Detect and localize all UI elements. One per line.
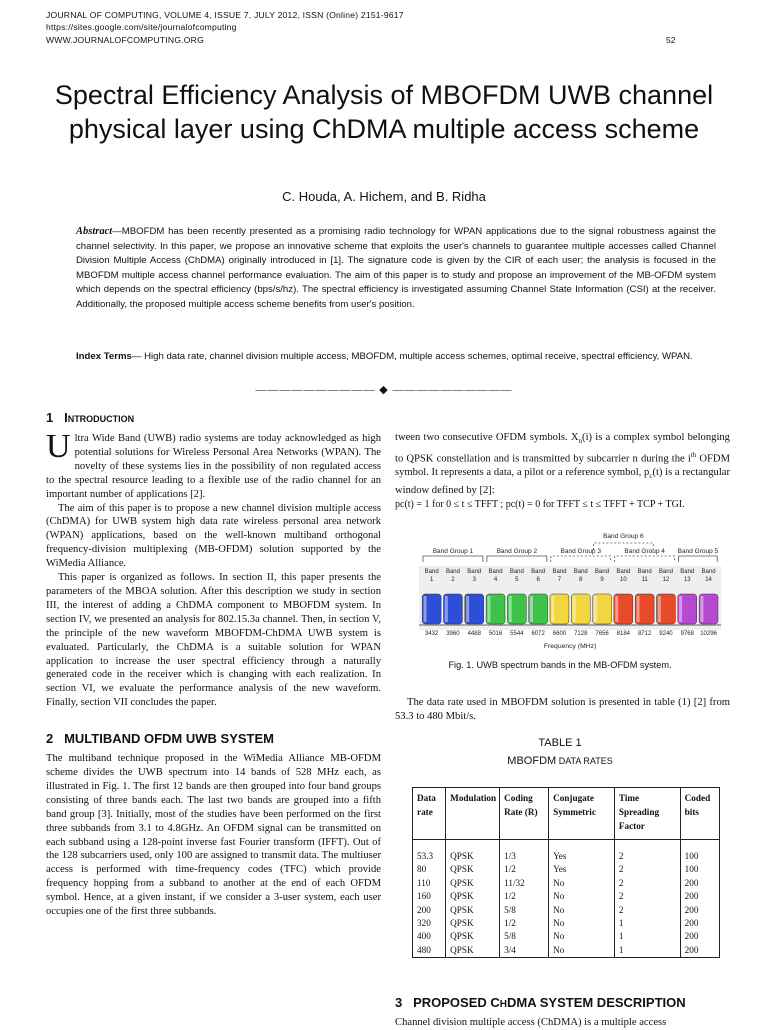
journal-site: WWW.JOURNALOFCOMPUTING.ORG xyxy=(46,35,204,45)
table-cell: 110 xyxy=(413,877,446,890)
rc-sup-th: th xyxy=(690,451,697,460)
frequency-tick-label: 6072 xyxy=(531,631,545,637)
rc-sub-c: c xyxy=(649,472,653,481)
section-divider: —————————— ◆ —————————— xyxy=(255,384,513,396)
table-cell: No xyxy=(549,904,615,917)
band-label: Band xyxy=(701,569,716,575)
table-spacer-cell xyxy=(413,840,446,851)
band-number: 5 xyxy=(515,577,519,583)
table-1-title-main: MBOFDM xyxy=(507,755,557,767)
table-header-cell: Conjugate Symmetric xyxy=(549,788,615,840)
table-cell: 2 xyxy=(614,863,680,876)
section2-paragraph-1: The multiband technique proposed in the WiMedia Alliance MB-OFDM scheme divides the UWB spectrum into 14 bands of 528 MHz each, as illustrated in Fig. 1. The first 12 bands are then grouped into four band groups consisting of three bands each. The last two bands are grouped into a fifth band group [3]. Initially, most of the studies have been performed on the first three subbands from 3.1 to 4.8GHz. An OFDM signal can be transmitted on each subband using a 128-point inverse fast Fourier transform (IFFT). Out of the 128 subcarriers used, only 100 are assigned to transmit data. The multiuser access is performed with time-frequency codes (TFC) which provide frequency hopping from a subband to another at the end of each OFDM symbol. Hence, at a given instant, if we consider a 3-user system, each user occupies one of the first three subbands. xyxy=(46,753,381,918)
band-label: Band xyxy=(552,569,567,575)
authors: C. Houda, A. Hichem, and B. Ridha xyxy=(282,189,486,204)
band-label: Band xyxy=(531,569,546,575)
band-label: Band xyxy=(509,569,524,575)
table-cell: QPSK xyxy=(446,944,500,958)
band-label: Band xyxy=(424,569,439,575)
table-header-cell: Coded bits xyxy=(680,788,719,840)
band-bar-highlight xyxy=(466,596,469,622)
table-header-cell: Time Spreading Factor xyxy=(614,788,680,840)
journal-url: https://sites.google.com/site/journalofcomputing xyxy=(46,22,237,32)
band-number: 10 xyxy=(620,577,627,583)
abstract-text: —MBOFDM has been recently presented as a promising radio technology for WPAN applications due to the signal robustness against the channel selectivity. In this paper, we propose an innovative scheme that exploits the user's channels to guarantee multiple accesses called Channel Division Multiple Access (ChDMA) originally introduced in [1]. The signature code is given by the CIR of each user; the analysis is focused in the MBOFDM multiple access channel performance evaluation. The aim of this paper is to study and propose an improvement of the MB-OFDM system which depends on the spectral efficiency (bps/s/hz). The spectral efficiency is investigated assuming Channel State Information (CSI) at the receiver. Additionally, the proposed multiple access scheme benefits from user's position. xyxy=(76,226,716,310)
band-number: 11 xyxy=(641,577,648,583)
band-number: 3 xyxy=(472,577,476,583)
frequency-tick-label: 4488 xyxy=(467,631,481,637)
table-cell: 200 xyxy=(413,904,446,917)
band-group-label: Band Group 1 xyxy=(432,548,474,555)
section1-paragraph-3: This paper is organized as follows. In section II, this paper presents the parameters of the MBOA solution. After this description we study in section III, the interest of adding a ChDMA component to MBOFDM system. In section IV, we presented an analysis for 802.15.3a channel. Then, in section V, the principle of the new waveform MBOFDM-ChDMA UWB system is evaluated. Particularly, the ChDMA is a suitable solution for WPAN application to increase the user spectral efficiency through a naturally generated code in the receiver which is changing with each realization. In section VI, we evaluate the performance analysis of the new waveform. Finally, section VII concludes the paper. xyxy=(46,572,381,709)
table-cell: 2 xyxy=(614,890,680,903)
table-cell: 2 xyxy=(614,850,680,863)
table-cell: 1/2 xyxy=(500,890,549,903)
band-group-bracket xyxy=(679,556,718,562)
table-cell: 200 xyxy=(680,930,719,943)
band-number: 1 xyxy=(429,577,434,583)
band-group-6-label: Band Group 6 xyxy=(603,533,644,540)
band-label: Band xyxy=(467,569,482,575)
frequency-tick-label: 3960 xyxy=(446,631,460,637)
left-column xyxy=(46,410,381,919)
table-cell: 160 xyxy=(413,890,446,903)
band-number: 6 xyxy=(536,577,540,583)
table-row xyxy=(413,850,720,863)
index-terms-text: — High data rate, channel division multiple access, MBOFDM, multiple access schemes, optimal receive, spectral efficiency, WPAN. xyxy=(131,351,693,362)
frequency-tick-label: 7128 xyxy=(574,631,588,637)
dropcap: U xyxy=(46,428,71,465)
frequency-tick-label: 7656 xyxy=(595,631,609,637)
band-group-bracket xyxy=(615,556,675,562)
band-number: 13 xyxy=(683,577,691,583)
table-cell: QPSK xyxy=(446,850,500,863)
table-cell: QPSK xyxy=(446,930,500,943)
band-label: Band xyxy=(488,569,503,575)
right-column-intro xyxy=(395,431,730,512)
rc-sub-n: n xyxy=(578,437,583,446)
section3-title-b: H xyxy=(499,999,507,1010)
section2-heading xyxy=(46,731,381,746)
table-spacer-cell xyxy=(500,840,549,851)
table-cell: 3/4 xyxy=(500,944,549,958)
section1-p1-text: ltra Wide Band (UWB) radio systems are today acknowledged as high potential solutions for Wireless Personal Area Networks (WPAN). The novelty of these systems lies in the possibility of non regulated access to the spectral resource leading to a flexible use of the radio channel for an important number of applications [2]. xyxy=(46,433,381,500)
rc-text-a: tween two consecutive OFDM symbols. X xyxy=(395,432,579,443)
table-cell: 320 xyxy=(413,917,446,930)
table-cell: 11/32 xyxy=(500,877,549,890)
band-bar-highlight xyxy=(679,596,682,622)
table-spacer-cell xyxy=(549,840,615,851)
band-label: Band xyxy=(445,569,460,575)
table-cell: QPSK xyxy=(446,890,500,903)
table-cell: QPSK xyxy=(446,904,500,917)
band-bar-highlight xyxy=(530,596,533,622)
index-terms xyxy=(76,350,716,364)
section3-title-c: DMA SYSTEM DESCRIPTION xyxy=(507,995,686,1010)
section3-title-a: PROPOSED C xyxy=(413,995,500,1010)
table-cell: 2 xyxy=(614,904,680,917)
frequency-tick-label: 5016 xyxy=(488,631,503,637)
section1-title: Introduction xyxy=(64,410,135,425)
band-group-bracket xyxy=(423,556,483,562)
table-header-row xyxy=(413,788,720,840)
abstract xyxy=(76,225,716,313)
table-row xyxy=(413,877,720,890)
table-cell: 1/2 xyxy=(500,863,549,876)
band-label: Band xyxy=(680,569,695,575)
section1-paragraph-1 xyxy=(46,428,381,502)
frequency-tick-label: 8712 xyxy=(637,631,652,637)
section3-heading xyxy=(395,995,686,1010)
table-cell: 1 xyxy=(614,930,680,943)
band-number: 9 xyxy=(600,577,604,583)
band-label: Band xyxy=(637,569,652,575)
table-cell: QPSK xyxy=(446,917,500,930)
band-bar-highlight xyxy=(615,596,618,622)
table-cell: Yes xyxy=(549,863,615,876)
frequency-tick-label: 10296 xyxy=(700,631,717,637)
table-cell: 1 xyxy=(614,917,680,930)
table-header-cell: Coding Rate (R) xyxy=(500,788,549,840)
frequency-tick-label: 9240 xyxy=(659,631,673,637)
figure-1-caption: Fig. 1. UWB spectrum bands in the MB-OFDM system. xyxy=(448,660,672,670)
table-cell: 1/3 xyxy=(500,850,549,863)
band-bar-highlight xyxy=(700,596,703,622)
band-bar-highlight xyxy=(487,596,490,622)
frequency-tick-label: 6600 xyxy=(552,631,567,637)
rc-text-e: OFDM symbol. It represents a data, a pilot or a reference symbol, p xyxy=(395,453,731,479)
table-cell: 100 xyxy=(680,850,719,863)
table-cell: 100 xyxy=(680,863,719,876)
frequency-tick-label: 3432 xyxy=(424,631,439,637)
right-paragraph-1 xyxy=(395,431,730,498)
band-bar-highlight xyxy=(658,596,661,622)
band-group-bracket xyxy=(551,556,611,562)
section2-number: 2 xyxy=(46,731,54,747)
section1-heading xyxy=(46,410,381,425)
table-row xyxy=(413,930,720,943)
table-row xyxy=(413,917,720,930)
table-cell: 2 xyxy=(614,877,680,890)
table-row xyxy=(413,944,720,958)
table-row xyxy=(413,904,720,917)
frequency-tick-label: 8184 xyxy=(616,631,631,637)
table-cell: Yes xyxy=(549,850,615,863)
frequency-tick-label: 5544 xyxy=(510,631,524,637)
band-bar-highlight xyxy=(509,596,512,622)
figure-1 xyxy=(395,526,725,652)
band-number: 7 xyxy=(557,577,562,583)
table-row xyxy=(413,890,720,903)
band-group-label: Band Group 4 xyxy=(624,548,665,555)
right-paragraph-2-wrap xyxy=(395,696,730,724)
paper-title: Spectral Efficiency Analysis of MBOFDM UWB channel physical layer using ChDMA multiple access scheme xyxy=(54,80,714,144)
band-bar-highlight xyxy=(573,596,576,622)
band-number: 2 xyxy=(451,577,455,583)
table-cell: 200 xyxy=(680,944,719,958)
section2-title: MULTIBAND OFDM UWB SYSTEM xyxy=(64,731,274,747)
table-cell: 480 xyxy=(413,944,446,958)
band-bar-highlight xyxy=(594,596,597,622)
table-cell: 200 xyxy=(680,917,719,930)
band-group-label: Band Group 2 xyxy=(496,548,538,555)
band-bar-highlight xyxy=(551,596,554,622)
section1-number: 1 xyxy=(46,410,54,425)
table-spacer-cell xyxy=(680,840,719,851)
table-cell: QPSK xyxy=(446,863,500,876)
table-cell: 1 xyxy=(614,944,680,958)
table-cell: 400 xyxy=(413,930,446,943)
band-bar-highlight xyxy=(445,596,448,622)
figure-background xyxy=(419,566,721,630)
table-cell: QPSK xyxy=(446,877,500,890)
table-cell: 200 xyxy=(680,877,719,890)
page-number: 52 xyxy=(666,35,676,45)
band-bar-highlight xyxy=(637,596,640,622)
table-cell: No xyxy=(549,944,615,958)
table-cell: No xyxy=(549,930,615,943)
table-cell: 53.3 xyxy=(413,850,446,863)
journal-header: JOURNAL OF COMPUTING, VOLUME 4, ISSUE 7, JULY 2012, ISSN (Online) 2151-9617 xyxy=(46,10,404,20)
band-group-label: Band Group 3 xyxy=(560,548,601,555)
section1-body xyxy=(46,428,381,710)
section3-number: 3 xyxy=(395,995,403,1010)
table-cell: No xyxy=(549,917,615,930)
table-row xyxy=(413,863,720,876)
table-1-title-sub: DATA RATES xyxy=(556,756,613,766)
table-spacer-cell xyxy=(446,840,500,851)
rc-text-g: (t) is a rectangular window defined by [2]: xyxy=(395,467,730,497)
table-cell: No xyxy=(549,890,615,903)
index-terms-label: Index Terms xyxy=(76,351,132,362)
table-body xyxy=(413,840,720,958)
table-spacer-row xyxy=(413,840,720,851)
table-cell: 1/2 xyxy=(500,917,549,930)
band-group-label: Band Group 5 xyxy=(677,548,719,555)
table-spacer-cell xyxy=(614,840,680,851)
table-cell: 200 xyxy=(680,904,719,917)
table-header-cell: Data rate xyxy=(413,788,446,840)
band-bar-highlight xyxy=(424,596,427,622)
table-cell: 5/8 xyxy=(500,904,549,917)
band-group-bracket xyxy=(487,556,547,562)
section1-paragraph-2: The aim of this paper is to propose a new channel division multiple access (ChDMA) for UWB system high data rate wireless personal area network (WPAN) applications, based on the well-known multiband orthogonal frequency-division multiplexing (MB-OFDM) solution supported by the WiMedia Alliance. xyxy=(46,502,381,570)
band-number: 14 xyxy=(705,577,712,583)
section3-first-line: Channel division multiple access (ChDMA) is a multiple access xyxy=(395,1017,667,1028)
table-cell: 5/8 xyxy=(500,930,549,943)
band-label: Band xyxy=(658,569,673,575)
table-cell: 80 xyxy=(413,863,446,876)
table-cell: No xyxy=(549,877,615,890)
band-label: Band xyxy=(616,569,631,575)
band-number: 12 xyxy=(662,577,670,583)
band-label: Band xyxy=(573,569,588,575)
table-header-cell: Modulation xyxy=(446,788,500,840)
frequency-axis-label: Frequency (MHz) xyxy=(543,643,597,650)
band-label: Band xyxy=(595,569,610,575)
right-paragraph-2: The data rate used in MBOFDM solution is presented in table (1) [2] from 53.3 to 480 Mbit/s. xyxy=(395,697,730,722)
window-formula: pc(t) = 1 for 0 ≤ t ≤ TFFT ; pc(t) = 0 for TFFT ≤ t ≤ TFFT + TCP + TGI. xyxy=(395,499,685,511)
rc-text-c: (i) is a complex symbol belonging to QPSK constellation and is transmitted by subcarrier n during the i xyxy=(395,432,730,465)
band-number: 4 xyxy=(493,577,498,583)
frequency-tick-label: 9768 xyxy=(680,631,694,637)
abstract-label: Abstract xyxy=(76,226,113,237)
band-number: 8 xyxy=(579,577,583,583)
table-cell: 200 xyxy=(680,890,719,903)
data-rate-table xyxy=(412,787,720,958)
uwb-band-chart xyxy=(395,526,725,652)
table-1-title xyxy=(395,755,725,767)
section2-body xyxy=(46,752,381,919)
table-1-label: TABLE 1 xyxy=(538,737,582,749)
